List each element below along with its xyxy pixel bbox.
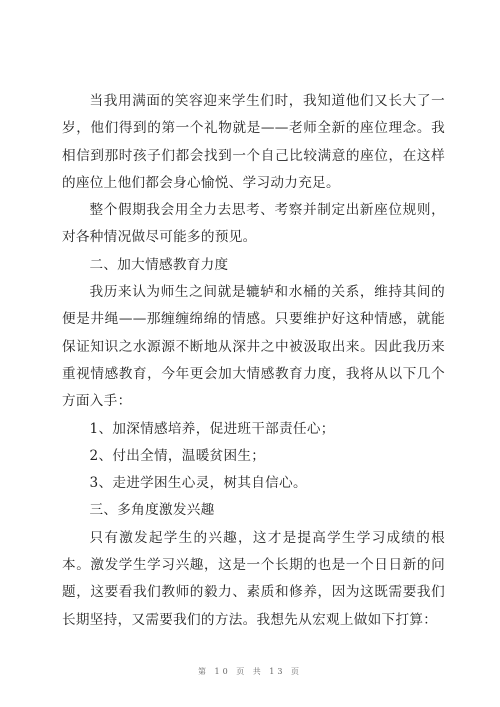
paragraph-emotional-education: 我历来认为师生之间就是辘轳和水桶的关系，维持其间的便是井绳——那缠缠绵绵的情感。只要维护好这种情感，就能保证知识之水源源不断地从深井之中被汲取出来。因此我历来重视情感教育，今年更会加大情感教育力度，我将从以下几个方面入手： (62, 284, 445, 410)
list-item-2: 2、付出全情，温暖贫困生； (89, 447, 266, 464)
paragraph-seat-concept: 当我用满面的笑容迎来学生们时，我知道他们又长大了一岁，他们得到的第一个礼物就是——老师全新的座位理念。我相信到那时孩子们都会找到一个自己比较满意的座位，在这样的座位上他们都会身心愉悦、学习动力充足。 (62, 93, 445, 191)
list-item-3: 3、走进学困生心灵，树其自信心。 (89, 475, 307, 492)
paragraph-interest: 只有激发起学生的兴趣，这才是提高学生学习成绩的根本。激发学生学习兴趣，这是一个长期的也是一个日日新的问题，这要看我们教师的毅力、素质和修养，因为这既需要我们长期坚持，又需要我们的方法。我想先从宏观上做如下打算： (62, 529, 445, 628)
section-heading-emotional-education: 二、加大情感教育力度 (89, 256, 229, 273)
page-number-footer: 第 10 页 共 13 页 (197, 667, 303, 676)
document-body (62, 88, 445, 634)
section-heading-interest: 三、多角度激发兴趣 (89, 502, 215, 519)
list-item-1: 1、加深情感培养，促进班干部责任心； (89, 420, 335, 437)
paragraph-holiday-plan: 整个假期我会用全力去思考、考察并制定出新座位规则，对各种情况做尽可能多的预见。 (62, 202, 445, 246)
